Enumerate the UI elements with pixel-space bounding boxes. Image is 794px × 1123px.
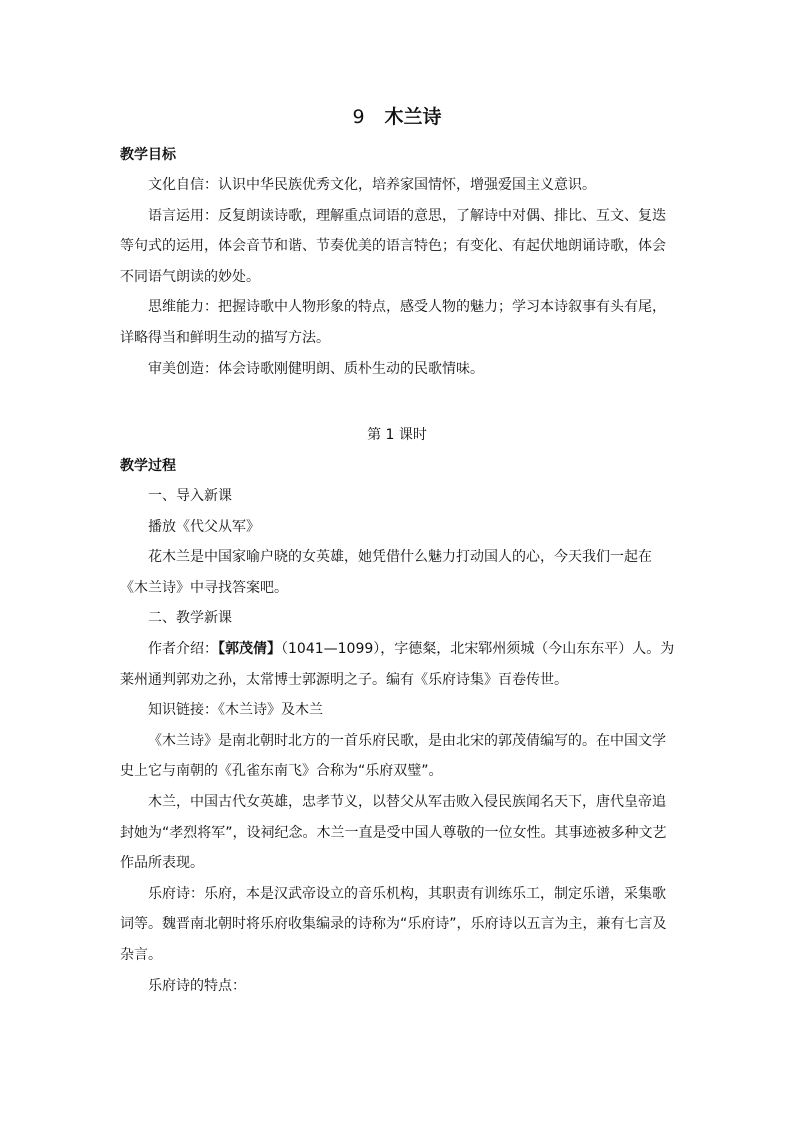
author-label: 作者介绍： bbox=[148, 640, 218, 657]
goal-language: 语言运用：反复朗读诗歌，理解重点词语的意思，了解诗中对偶、排比、互文、复迭等句式的运用，体会音节和谐、节奏优美的语言特色；有变化、有起伏地朗诵诗歌，体会不同语气朗读的妙处。 bbox=[120, 207, 666, 285]
author-details: （1041—1099），字德粲，北宋郓州须城（今山东东平）人。为莱州通判郭劝之孙，太常博士郭源明之子。编有《乐府诗集》百卷传世。 bbox=[120, 640, 675, 688]
author-name: 【郭茂倩】 bbox=[218, 640, 281, 657]
section-new-lesson: 二、教学新课 bbox=[148, 610, 232, 627]
goals-heading: 教学目标 bbox=[120, 147, 176, 163]
goal-aesthetic: 审美创造：体会诗歌刚健明朗、质朴生动的民歌情味。 bbox=[148, 360, 484, 377]
goals-list bbox=[120, 170, 676, 384]
yuefu-definition: 乐府诗：乐府，本是汉武帝设立的音乐机构，其职责有训练乐工，制定乐谱，采集歌词等。魏晋南北朝时将乐府收集编录的诗称为“乐府诗”，乐府诗以五言为主，兼有七言及杂言。 bbox=[120, 885, 667, 963]
poem-background: 《木兰诗》是南北朝时北方的一首乐府民歌，是由北宋的郭茂倩编写的。在中国文学史上它与南朝的《孔雀东南飞》合称为“乐府双璧”。 bbox=[120, 732, 666, 780]
title-text: 木兰诗 bbox=[384, 106, 442, 128]
lesson-period: 第 1 课时 bbox=[367, 427, 427, 443]
intro-text: 花木兰是中国家喻户晓的女英雄，她凭借什么魅力打动国人的心，今天我们一起在《木兰诗》中寻找答案吧。 bbox=[120, 549, 652, 596]
process-body bbox=[120, 481, 676, 1001]
play-video: 播放《代父从军》 bbox=[148, 518, 260, 535]
yuefu-features: 乐府诗的特点： bbox=[148, 977, 246, 994]
mulan-background: 木兰，中国古代女英雄，忠孝节义，以替父从军击败入侵民族闻名天下，唐代皇帝追封她为“孝烈将军”，设祠纪念。木兰一直是受中国人尊敬的一位女性。其事迹被多种文艺作品所表现。 bbox=[120, 793, 667, 872]
goal-culture: 文化自信：认识中华民族优秀文化，培养家国情怀，增强爱国主义意识。 bbox=[148, 177, 596, 193]
goal-thinking: 思维能力：把握诗歌中人物形象的特点，感受人物的魅力；学习本诗叙事有头有尾，详略得当和鲜明生动的描写方法。 bbox=[120, 299, 666, 346]
process-heading: 教学过程 bbox=[120, 458, 176, 474]
lesson-number: 9 bbox=[352, 106, 365, 128]
section-intro: 一、导入新课 bbox=[148, 488, 232, 504]
author-intro bbox=[120, 634, 676, 695]
knowledge-link: 知识链接：《木兰诗》及木兰 bbox=[148, 702, 323, 719]
page-title bbox=[0, 104, 794, 130]
